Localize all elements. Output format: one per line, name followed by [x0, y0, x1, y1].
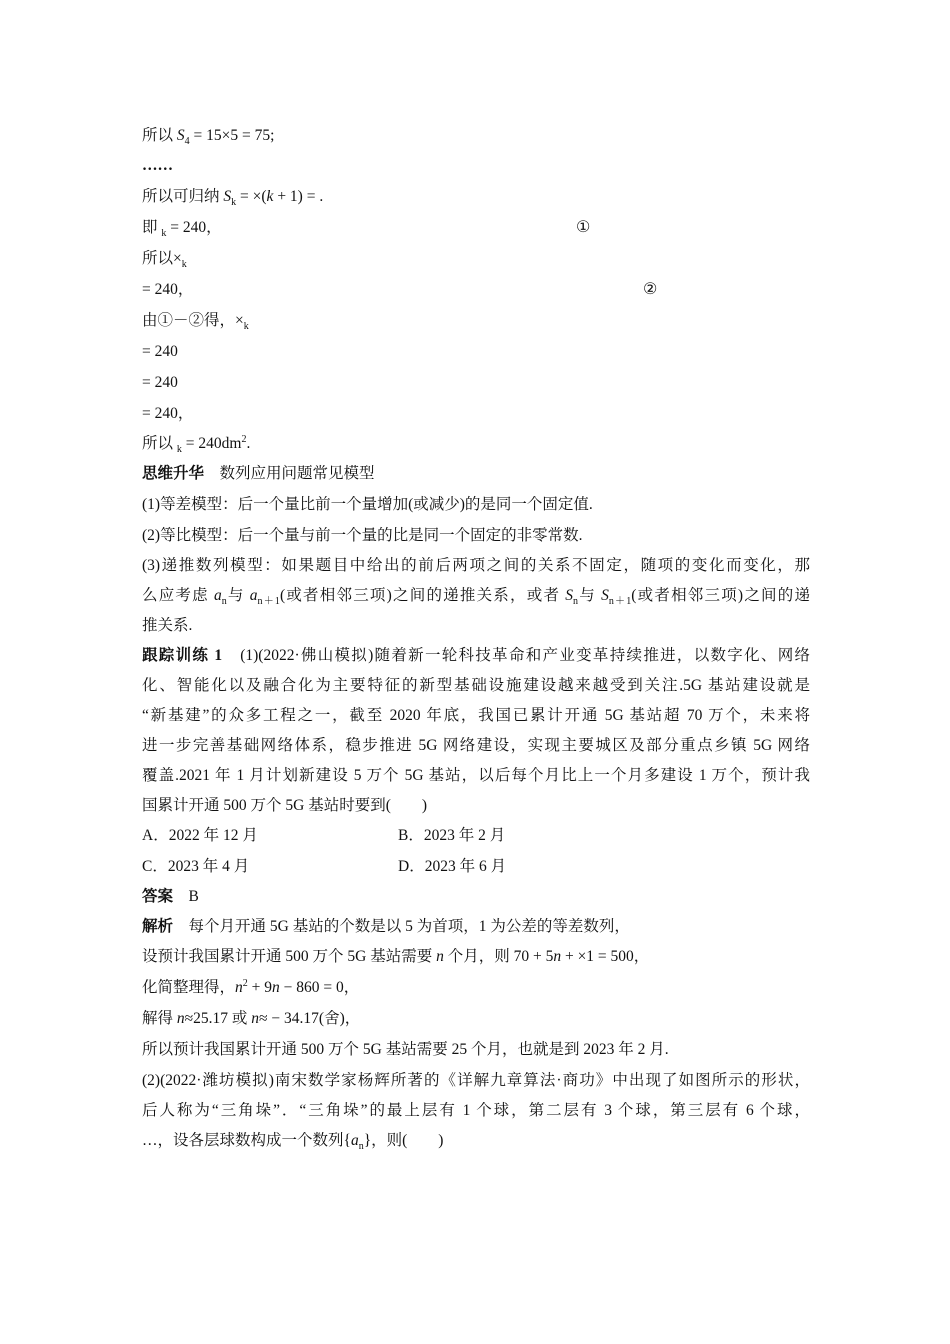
answer-line [142, 886, 199, 908]
derivation-line-10: = 240， [142, 405, 194, 422]
part2-line-1: (2)(2022·潍坊模拟)南宋数学家杨辉所著的《详解九章算法·商功》中出现了如图所示的形状， [142, 1072, 810, 1089]
derivation-line-1: 所以 $S_4 = 15\times 5 = 75$; [142, 127, 275, 148]
derivation-line-8: = 240 [142, 343, 178, 360]
equation-mark-2: ② [643, 281, 658, 298]
analysis-line-3: 化简整理得，$n^2 + 9n - 860 = 0$， [142, 977, 360, 996]
think-heading [142, 463, 375, 485]
analysis-line-5: 所以预计我国累计开通 500 万个 5G 基站需要 25 个月，也就是到 2023 年 2 月. [142, 1041, 669, 1058]
part2-line-2: 后人称为“三角垛”．“三角垛”的最上层有 1 个球，第二层有 3 个球，第三层有 6 个球， [142, 1102, 810, 1119]
think-item-3-line-2: 么应考虑 $a_n$与 $a_{n+1}$(或者相邻三项)之间的递推关系，或者 $S_n$与 $S_{n+1}$(或者相邻三项)之间的递 [142, 587, 810, 608]
exercise-line-5: 覆盖.2021 年 1 月计划新建设 5 万个 5G 基站，以后每个月比上一个月多建设 1 万个，预计我 [142, 767, 810, 784]
exercise-line-1: 跟踪训练 1 (1)(2022·佛山模拟)随着新一轮科技革命和产业变革持续推进，以数字化、网络 [142, 647, 810, 664]
derivation-ellipsis: …… [142, 157, 173, 174]
option-c: C．2023 年 4 月 [142, 858, 250, 875]
analysis-label: 解析 [142, 918, 174, 935]
option-a: A．2022 年 12 月 [142, 827, 258, 844]
think-item-3-line-1: (3)递推数列模型：如果题目中给出的前后两项之间的关系不固定，随项的变化而变化，那 [142, 557, 810, 574]
derivation-line-4: 即 $_k$ = 240， [142, 219, 222, 240]
think-item-1: (1)等差模型：后一个量比前一个量增加(或减少)的是同一个固定值. [142, 496, 593, 513]
exercise-line-4: 进一步完善基础网络体系，稳步推进 5G 网络建设，实现主要城区及部分重点乡镇 5G 网络 [142, 737, 810, 754]
exercise-line-2: 化、智能化以及融合化为主要特征的新型基础设施建设越来越受到关注.5G 基站建设就是 [142, 677, 810, 694]
think-subtitle: 数列应用问题常见模型 [204, 465, 375, 482]
think-title: 思维升华 [142, 465, 205, 482]
derivation-line-5: 所以$\times_k$ [142, 250, 187, 271]
think-item-2: (2)等比模型：后一个量与前一个量的比是同一个固定的非零常数. [142, 527, 583, 544]
option-b: B．2023 年 2 月 [398, 827, 506, 844]
derivation-line-6: = 240， [142, 281, 194, 298]
derivation-line-7: 由①－②得，$\times_k$ [142, 312, 249, 333]
option-d: D．2023 年 6 月 [398, 858, 507, 875]
derivation-line-9: = 240 [142, 374, 178, 391]
analysis-line-2: 设预计我国累计开通 500 万个 5G 基站需要 n 个月，则 70 + 5n + ×1 = 500， [142, 948, 650, 965]
part2-line-3: …，设各层球数构成一个数列$\{a_n\}$，则( ) [142, 1132, 444, 1153]
equation-mark-1: ① [576, 219, 591, 236]
analysis-line-1: 解析 每个月开通 5G 基站的个数是以 5 为首项，1 为公差的等差数列， [142, 918, 630, 935]
exercise-line-6: 国累计开通 500 万个 5G 基站时要到( ) [142, 797, 428, 814]
think-item-3-line-3: 推关系. [142, 617, 193, 634]
answer-value: B [173, 888, 199, 905]
exercise-line-3: “新基建”的众多工程之一，截至 2020 年底，我国已累计开通 5G 基站超 70 万个，未来将 [142, 707, 810, 724]
analysis-line-4: 解得 n≈25.17 或 n≈ − 34.17(舍)， [142, 1010, 361, 1027]
derivation-line-3: 所以可归纳 $S_k = \times(k + 1)$ = . [142, 188, 324, 209]
exercise-label: 跟踪训练 1 [142, 647, 223, 664]
answer-label: 答案 [142, 888, 174, 905]
derivation-line-11: 所以 $_k = 240dm^2$. [142, 433, 251, 456]
